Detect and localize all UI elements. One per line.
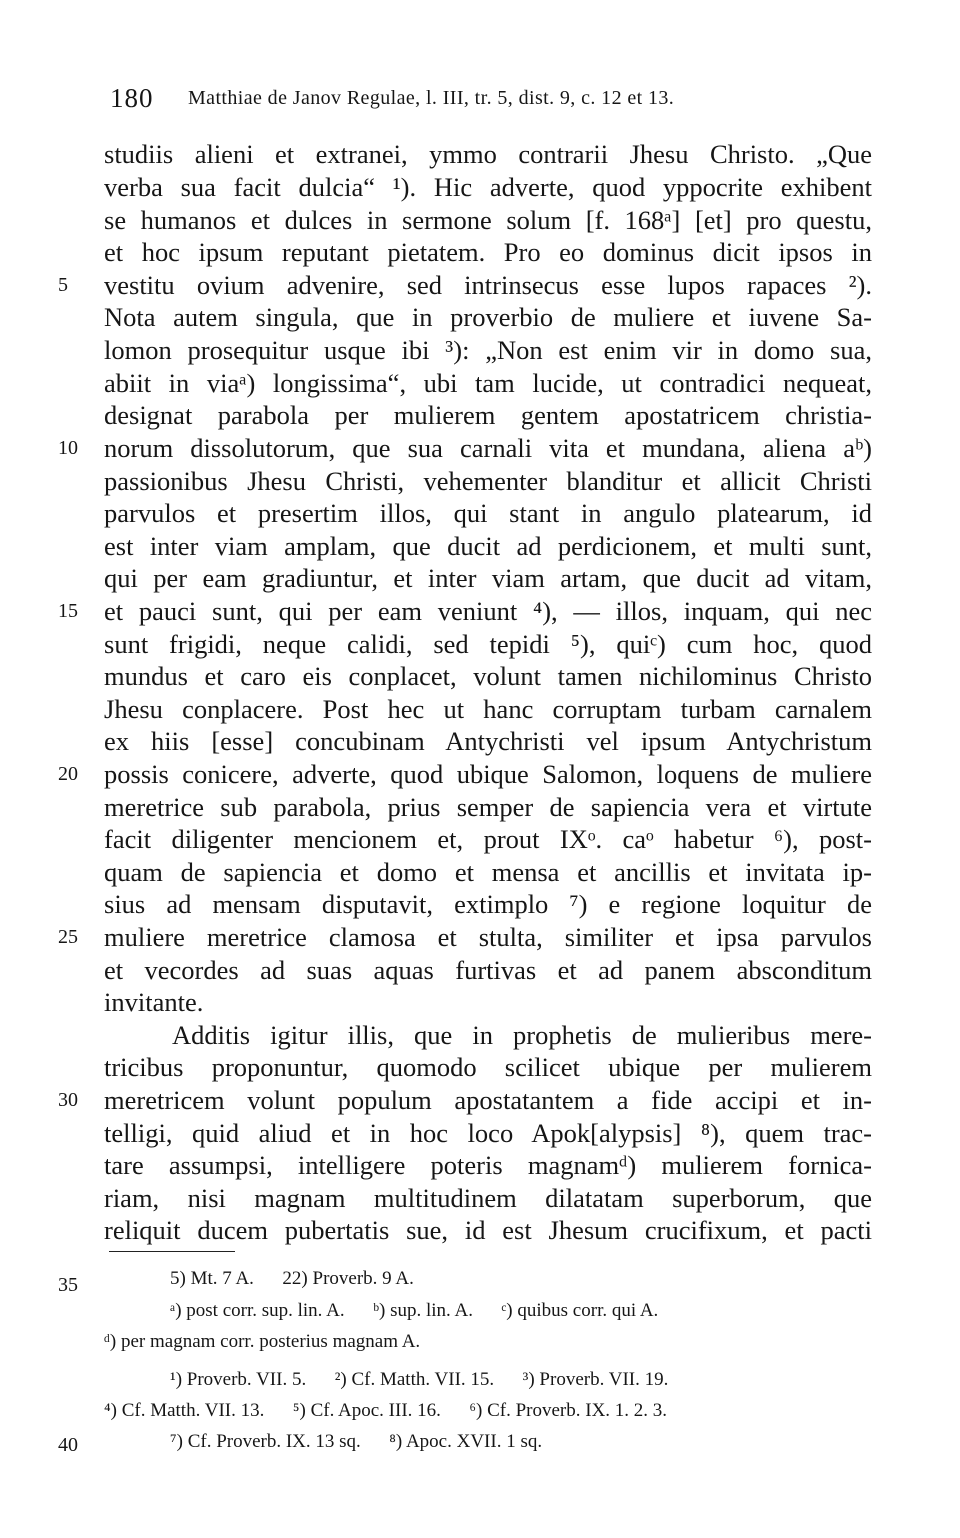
page-number: 180 (110, 83, 154, 113)
line-number: 30 (58, 1089, 78, 1111)
text-line: designat parabola per mulierem gentem apostatricem christia- (104, 400, 872, 430)
line-number: 35 (58, 1274, 78, 1296)
text-line: parvulos et presertim illos, qui stant in angulo platearum, id (104, 498, 872, 528)
text-line: abiit in viaᵃ) longissima“, ubi tam lucide, ut contradici nequeat, (104, 368, 872, 398)
line-number: 10 (58, 437, 78, 459)
text-line: ex hiis [esse] concubinam Antychristi vel ipsum Antychristum (104, 726, 872, 756)
text-line: meretrice sub parabola, prius semper de sapiencia vera et virtute (104, 792, 872, 822)
text-line: facit diligenter mencionem et, prout IXᵒ. caᵒ habetur ⁶), post- (104, 824, 872, 854)
text-line: lomon prosequitur usque ibi ³): „Non est enim vir in domo sua, (104, 335, 872, 365)
line-number: 20 (58, 763, 78, 785)
text-line: meretricem volunt populum apostatantem a fide accipi et in- (104, 1085, 872, 1115)
text-line: passionibus Jhesu Christi, vehementer blanditur et allicit Christi (104, 466, 872, 496)
text-line: vestitu ovium advenire, sed intrinsecus esse lupos rapaces ²). (104, 270, 872, 300)
text-line: sius ad mensam disputavit, extimplo ⁷) e regione loquitur de (104, 889, 872, 919)
text-line: se humanos et dulces in sermone solum [f. 168ᵃ] [et] pro questu, (104, 205, 872, 235)
text-line: verba sua facit dulcia“ ¹). Hic adverte, quod yppocrite exhibent (104, 172, 872, 202)
text-line: et vecordes ad suas aquas furtivas et ad panem absconditum (104, 955, 872, 985)
footnote-line: ⁴) Cf. Matth. VII. 13. ⁵) Cf. Apoc. III. 16. ⁶) Cf. Proverb. IX. 1. 2. 3. (104, 1400, 668, 1421)
paragraph-start-line: Additis igitur illis, que in prophetis de mulieribus mere- (172, 1020, 872, 1050)
text-line: reliquit ducem pubertatis sue, id est Jhesum crucifixum, et pacti (104, 1215, 872, 1245)
text-line: muliere meretrice clamosa et stulta, similiter et ipsa parvulos (104, 922, 872, 952)
footnote-line: ⁷) Cf. Proverb. IX. 13 sq. ⁸) Apoc. XVII. 1 sq. (170, 1431, 543, 1452)
text-line: possis conicere, adverte, quod ubique Salomon, loquens de muliere (104, 759, 872, 789)
footnote-line: ¹) Proverb. VII. 5. ²) Cf. Matth. VII. 15. ³) Proverb. VII. 19. (170, 1369, 669, 1390)
text-line: est inter viam amplam, que ducit ad perdicionem, et multi sunt, (104, 531, 872, 561)
text-line: tare assumpsi, intelligere poteris magnamᵈ) mulierem fornica- (104, 1150, 872, 1180)
text-line: et hoc ipsum reputant pietatem. Pro eo dominus dicit ipsos in (104, 237, 872, 267)
text-line: tricibus proponuntur, quomodo scilicet ubique per mulierem (104, 1052, 872, 1082)
text-line: norum dissolutorum, que sua carnali vita et mundana, aliena aᵇ) (104, 433, 872, 463)
text-line: sunt frigidi, neque calidi, sed tepidi ⁵), quiᶜ) cum hoc, quod (104, 629, 872, 659)
text-line: riam, nisi magnam multitudinem dilatatam superborum, que (104, 1183, 872, 1213)
line-number: 15 (58, 600, 78, 622)
footnote-line: ᵃ) post corr. sup. lin. A. ᵇ) sup. lin. A. ᶜ) quibus corr. qui A. (170, 1300, 659, 1321)
text-line: et pauci sunt, qui per eam veniunt ⁴), — illos, inquam, qui nec (104, 596, 872, 626)
text-line: invitante. (104, 987, 204, 1017)
text-line: studiis alieni et extranei, ymmo contrarii Jhesu Christo. „Que (104, 139, 872, 169)
footnote-rule (109, 1251, 235, 1252)
line-number: 5 (58, 274, 68, 296)
text-line: Nota autem singula, que in proverbio de muliere et iuvene Sa- (104, 302, 872, 332)
footnote-line: ᵈ) per magnam corr. posterius magnam A. (104, 1331, 421, 1352)
text-line: telligi, quid aliud et in hoc loco Apok[alypsis] ⁸), quem trac- (104, 1118, 872, 1148)
text-line: qui per eam gradiuntur, et inter viam artam, que ducit ad vitam, (104, 563, 872, 593)
page-header (110, 83, 810, 113)
text-line: Jhesu conplacere. Post hec ut hanc corruptam turbam carnalem (104, 694, 872, 724)
footnote-line: 5) Mt. 7 A. 22) Proverb. 9 A. (170, 1268, 414, 1289)
running-head: Matthiae de Janov Regulae, l. III, tr. 5, dist. 9, c. 12 et 13. (188, 87, 675, 109)
line-number: 25 (58, 926, 78, 948)
line-number: 40 (58, 1434, 78, 1456)
text-line: mundus et caro eis conplacet, volunt tamen nichilominus Christo (104, 661, 872, 691)
text-line: quam de sapiencia et domo et mensa et ancillis et invitata ip- (104, 857, 872, 887)
